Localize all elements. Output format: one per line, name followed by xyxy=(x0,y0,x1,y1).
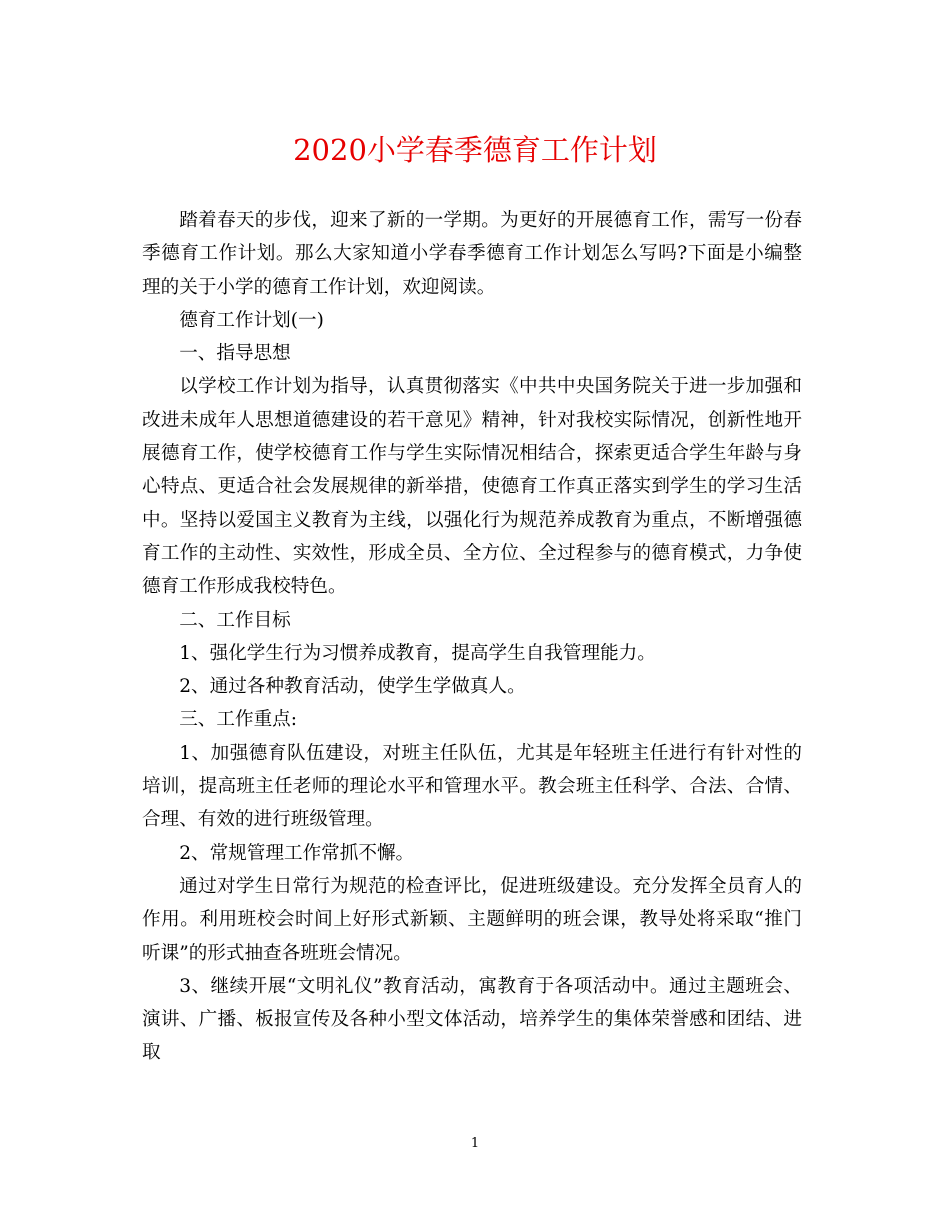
document-title: 2020小学春季德育工作计划 xyxy=(293,133,657,167)
document-body xyxy=(142,204,802,1070)
plan-heading: 德育工作计划(一) xyxy=(179,309,324,331)
work-focus-item-2: 2、常规管理工作常抓不懈。 xyxy=(179,842,415,864)
section-heading-work-goals: 二、工作目标 xyxy=(179,609,291,631)
section-heading-work-focus: 三、工作重点: xyxy=(179,709,298,731)
work-focus-item-3: 3、继续开展“文明礼仪”教育活动，寓教育于各项活动中。通过主题班会、演讲、广播、板报宣传及各种小型文体活动，培养学生的集体荣誉感和团结、进取 xyxy=(142,975,802,1064)
intro-paragraph: 踏着春天的步伐，迎来了新的一学期。为更好的开展德育工作，需写一份春季德育工作计划。那么大家知道小学春季德育工作计划怎么写吗?下面是小编整理的关于小学的德育工作计划，欢迎阅读。 xyxy=(142,210,802,298)
page-number: 1 xyxy=(470,1136,480,1151)
work-goal-item-1: 1、强化学生行为习惯养成教育，提高学生自我管理能力。 xyxy=(179,642,656,664)
section-heading-guiding-ideology: 一、指导思想 xyxy=(179,343,291,365)
work-focus-item-2-detail: 通过对学生日常行为规范的检查评比，促进班级建设。充分发挥全员育人的作用。利用班校会时间上好形式新颖、主题鲜明的班会课，教导处将采取“推门听课”的形式抽查各班班会情况。 xyxy=(142,875,802,964)
work-goal-item-2: 2、通过各种教育活动，使学生学做真人。 xyxy=(179,676,526,698)
work-focus-item-1: 1、加强德育队伍建设，对班主任队伍，尤其是年轻班主任进行有针对性的培训，提高班主任老师的理论水平和管理水平。教会班主任科学、合法、合情、合理、有效的进行班级管理。 xyxy=(142,742,802,831)
guiding-ideology-paragraph: 以学校工作计划为指导，认真贯彻落实《中共中央国务院关于进一步加强和改进未成年人思想道德建设的若干意见》精神，针对我校实际情况，创新性地开展德育工作，使学校德育工作与学生实际情况相结合，探索更适合学生年龄与身心特点、更适合社会发展规律的新举措，使德育工作真正落实到学生的学习生活中。坚持以爱国主义教育为主线，以强化行为规范养成教育为重点，不断增强德育工作的主动性、实效性，形成全员、全方位、全过程参与的德育模式，力争使德育工作形成我校特色。 xyxy=(142,376,802,598)
